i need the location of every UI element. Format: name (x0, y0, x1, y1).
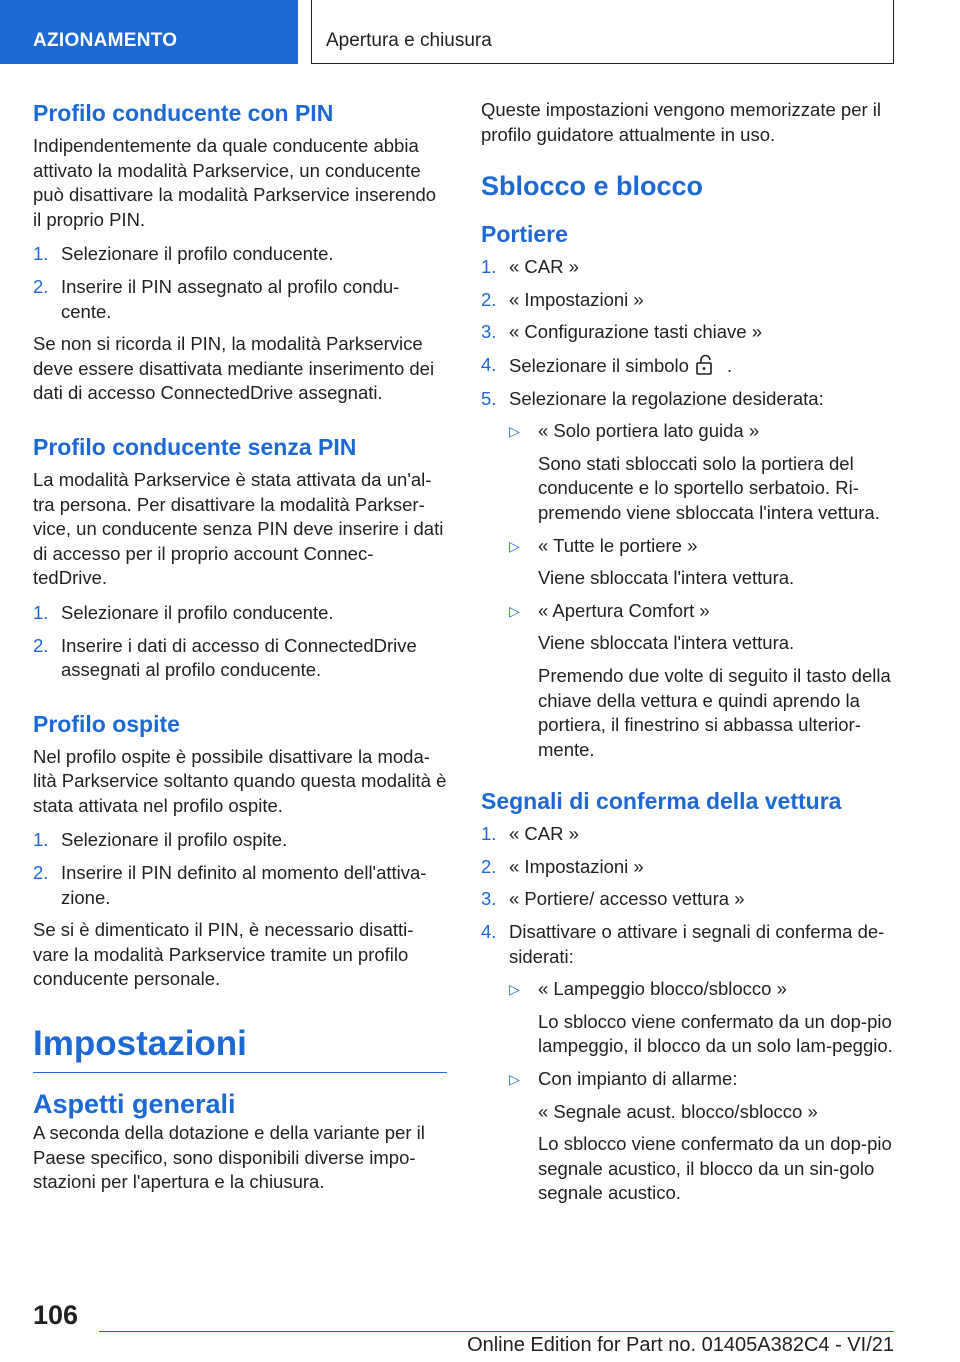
option-label: « Lampeggio blocco/sblocco » (538, 978, 787, 1000)
option-label: « Apertura Comfort » (538, 599, 710, 621)
footer-edition: Online Edition for Part no. 01405A382C4 - VI/21 (467, 1334, 894, 1356)
unlock-icon (695, 353, 721, 375)
step-text-end: . (726, 354, 733, 376)
paragraph-profile-pin: Indipendentemente da quale conducente abbia attivato la modalità Parkservice, un conducente può disattivare la modalità Parkservice inserendo il proprio PIN. (33, 135, 437, 230)
step-text: Selezionare la regolazione desiderata: (509, 387, 824, 409)
triangle-right-icon: ▷ (509, 537, 520, 554)
step-number: 1. (33, 243, 49, 265)
paragraph-profile-no-pin: La modalità Parkservice è stata attivata da un'al‐tra persona. Per disattivare la modalità Parkser‐vice, un conducente senza PIN deve inserire i dati di accesso per il proprio account Connec‐tedDrive. (33, 468, 444, 589)
list-item (33, 634, 447, 683)
paragraph-forgot-pin: Se non si ricorda il PIN, la modalità Parkservice deve essere disattivata mediante inserimento dei dati di accesso ConnectedDrive assegnati. (33, 333, 435, 404)
step-number: 2. (481, 855, 497, 877)
option-item (481, 599, 895, 624)
step-text: Inserire il PIN assegnato al profilo condu‐cente. (61, 275, 400, 322)
step-text: « Impostazioni » (509, 288, 644, 310)
list-item (481, 887, 895, 912)
step-text: Selezionare il profilo conducente. (61, 601, 334, 623)
footer-divider (99, 1331, 894, 1332)
header-chapter-title: Apertura e chiusura (326, 30, 492, 51)
step-number: 2. (481, 288, 497, 310)
paragraph-general-aspects: A seconda della dotazione e della variante per il Paese specifico, sono disponibili diverse impo‐stazioni per l'apertura e la chiusura. (33, 1122, 425, 1193)
paragraph-guest-forgot: Se si è dimenticato il PIN, è necessario disatti‐vare la modalità Parkservice tramite un profilo conducente personale. (33, 919, 414, 990)
heading-general-aspects: Aspetti generali (33, 1089, 236, 1120)
list-item (33, 828, 447, 853)
step-number: 4. (481, 353, 497, 375)
option-description: Sono stati sbloccati solo la portiera del conducente e lo sportello serbatoio. Ri‐premendo viene sbloccata l'intera vettura. (538, 452, 880, 523)
option-label: « Solo portiera lato guida » (538, 420, 760, 442)
triangle-right-icon: ▷ (509, 981, 520, 998)
step-text: Selezionare il profilo ospite. (61, 829, 288, 851)
heading-profile-no-pin: Profilo conducente senza PIN (33, 433, 357, 460)
left-column (33, 98, 447, 1195)
page-number: 106 (33, 1300, 79, 1330)
option-item (481, 977, 895, 1002)
right-column (481, 98, 895, 1214)
step-number: 2. (33, 634, 49, 656)
step-number: 1. (33, 829, 49, 851)
step-text: « Portiere/ accesso vettura » (509, 888, 745, 910)
list-item (33, 275, 447, 324)
section-divider (33, 1072, 447, 1073)
list-item (481, 855, 895, 880)
list-item (481, 822, 895, 847)
list-item (481, 320, 895, 345)
triangle-right-icon: ▷ (509, 1071, 520, 1088)
option-label: Con impianto di allarme: (538, 1068, 738, 1090)
option-description: Lo sblocco viene confermato da un dop‐pio lampeggio, il blocco da un solo lam‐peggio. (538, 1010, 893, 1057)
step-text: « Impostazioni » (509, 855, 644, 877)
step-text: « CAR » (509, 823, 579, 845)
paragraph-guest-profile: Nel profilo ospite è possibile disattivare la moda‐lità Parkservice soltanto quando questa modalità è stata attivata nel profilo ospite. (33, 745, 447, 816)
triangle-right-icon: ▷ (509, 602, 520, 619)
header-section-tab (0, 0, 298, 64)
step-number: 5. (481, 387, 497, 409)
list-item (481, 288, 895, 313)
list-item (481, 920, 895, 969)
option-item (481, 534, 895, 559)
step-number: 4. (481, 921, 497, 943)
option-description: Lo sblocco viene confermato da un dop‐pio segnale acustico, il blocco da un sin‐golo segnale acustico. (538, 1133, 892, 1204)
option-description: Viene sbloccata l'intera vettura. (538, 632, 795, 654)
step-text: Selezionare il simbolo (509, 354, 689, 376)
step-text: « Configurazione tasti chiave » (509, 321, 762, 343)
option-description: Viene sbloccata l'intera vettura. (538, 567, 795, 589)
step-text: Selezionare il profilo conducente. (61, 243, 334, 265)
step-number: 1. (33, 601, 49, 623)
heading-unlock-lock: Sblocco e blocco (481, 171, 704, 202)
option-label: « Tutte le portiere » (538, 534, 698, 556)
header-section-title: AZIONAMENTO (33, 30, 178, 51)
option-label-secondary: « Segnale acust. blocco/sblocco » (538, 1100, 818, 1122)
step-text: Inserire il PIN definito al momento dell'attiva‐zione. (61, 862, 427, 908)
step-number: 1. (481, 823, 497, 845)
step-number: 3. (481, 888, 497, 910)
header-chapter-box (311, 0, 894, 64)
step-text: « CAR » (509, 256, 579, 278)
list-item (33, 601, 447, 626)
step-number: 1. (481, 256, 497, 278)
heading-confirmation-signals: Segnali di conferma della vettura (481, 788, 842, 815)
step-number: 2. (33, 275, 49, 297)
list-item (481, 387, 895, 412)
paragraph-settings-intro: Queste impostazioni vengono memorizzate per il profilo guidatore attualmente in uso. (481, 99, 881, 145)
step-number: 3. (481, 321, 497, 343)
step-text: Disattivare o attivare i segnali di conferma de‐siderati: (509, 921, 885, 967)
list-item (481, 353, 895, 379)
triangle-right-icon: ▷ (509, 423, 520, 440)
step-text: Inserire i dati di accesso di ConnectedDrive assegnati al profilo conducente. (61, 634, 417, 681)
list-item (481, 255, 895, 280)
list-item (33, 861, 447, 910)
option-item (481, 419, 895, 444)
heading-doors: Portiere (481, 221, 568, 248)
list-item (33, 242, 447, 267)
option-description: Premendo due volte di seguito il tasto della chiave della vettura e quindi aprendo la portiera, il finestrino si abbassa ulterior‐mente. (538, 664, 891, 760)
heading-settings: Impostazioni (33, 1024, 247, 1064)
step-number: 2. (33, 862, 49, 884)
heading-guest-profile: Profilo ospite (33, 710, 180, 737)
heading-profile-pin: Profilo conducente con PIN (33, 100, 334, 126)
option-item (481, 1067, 895, 1092)
